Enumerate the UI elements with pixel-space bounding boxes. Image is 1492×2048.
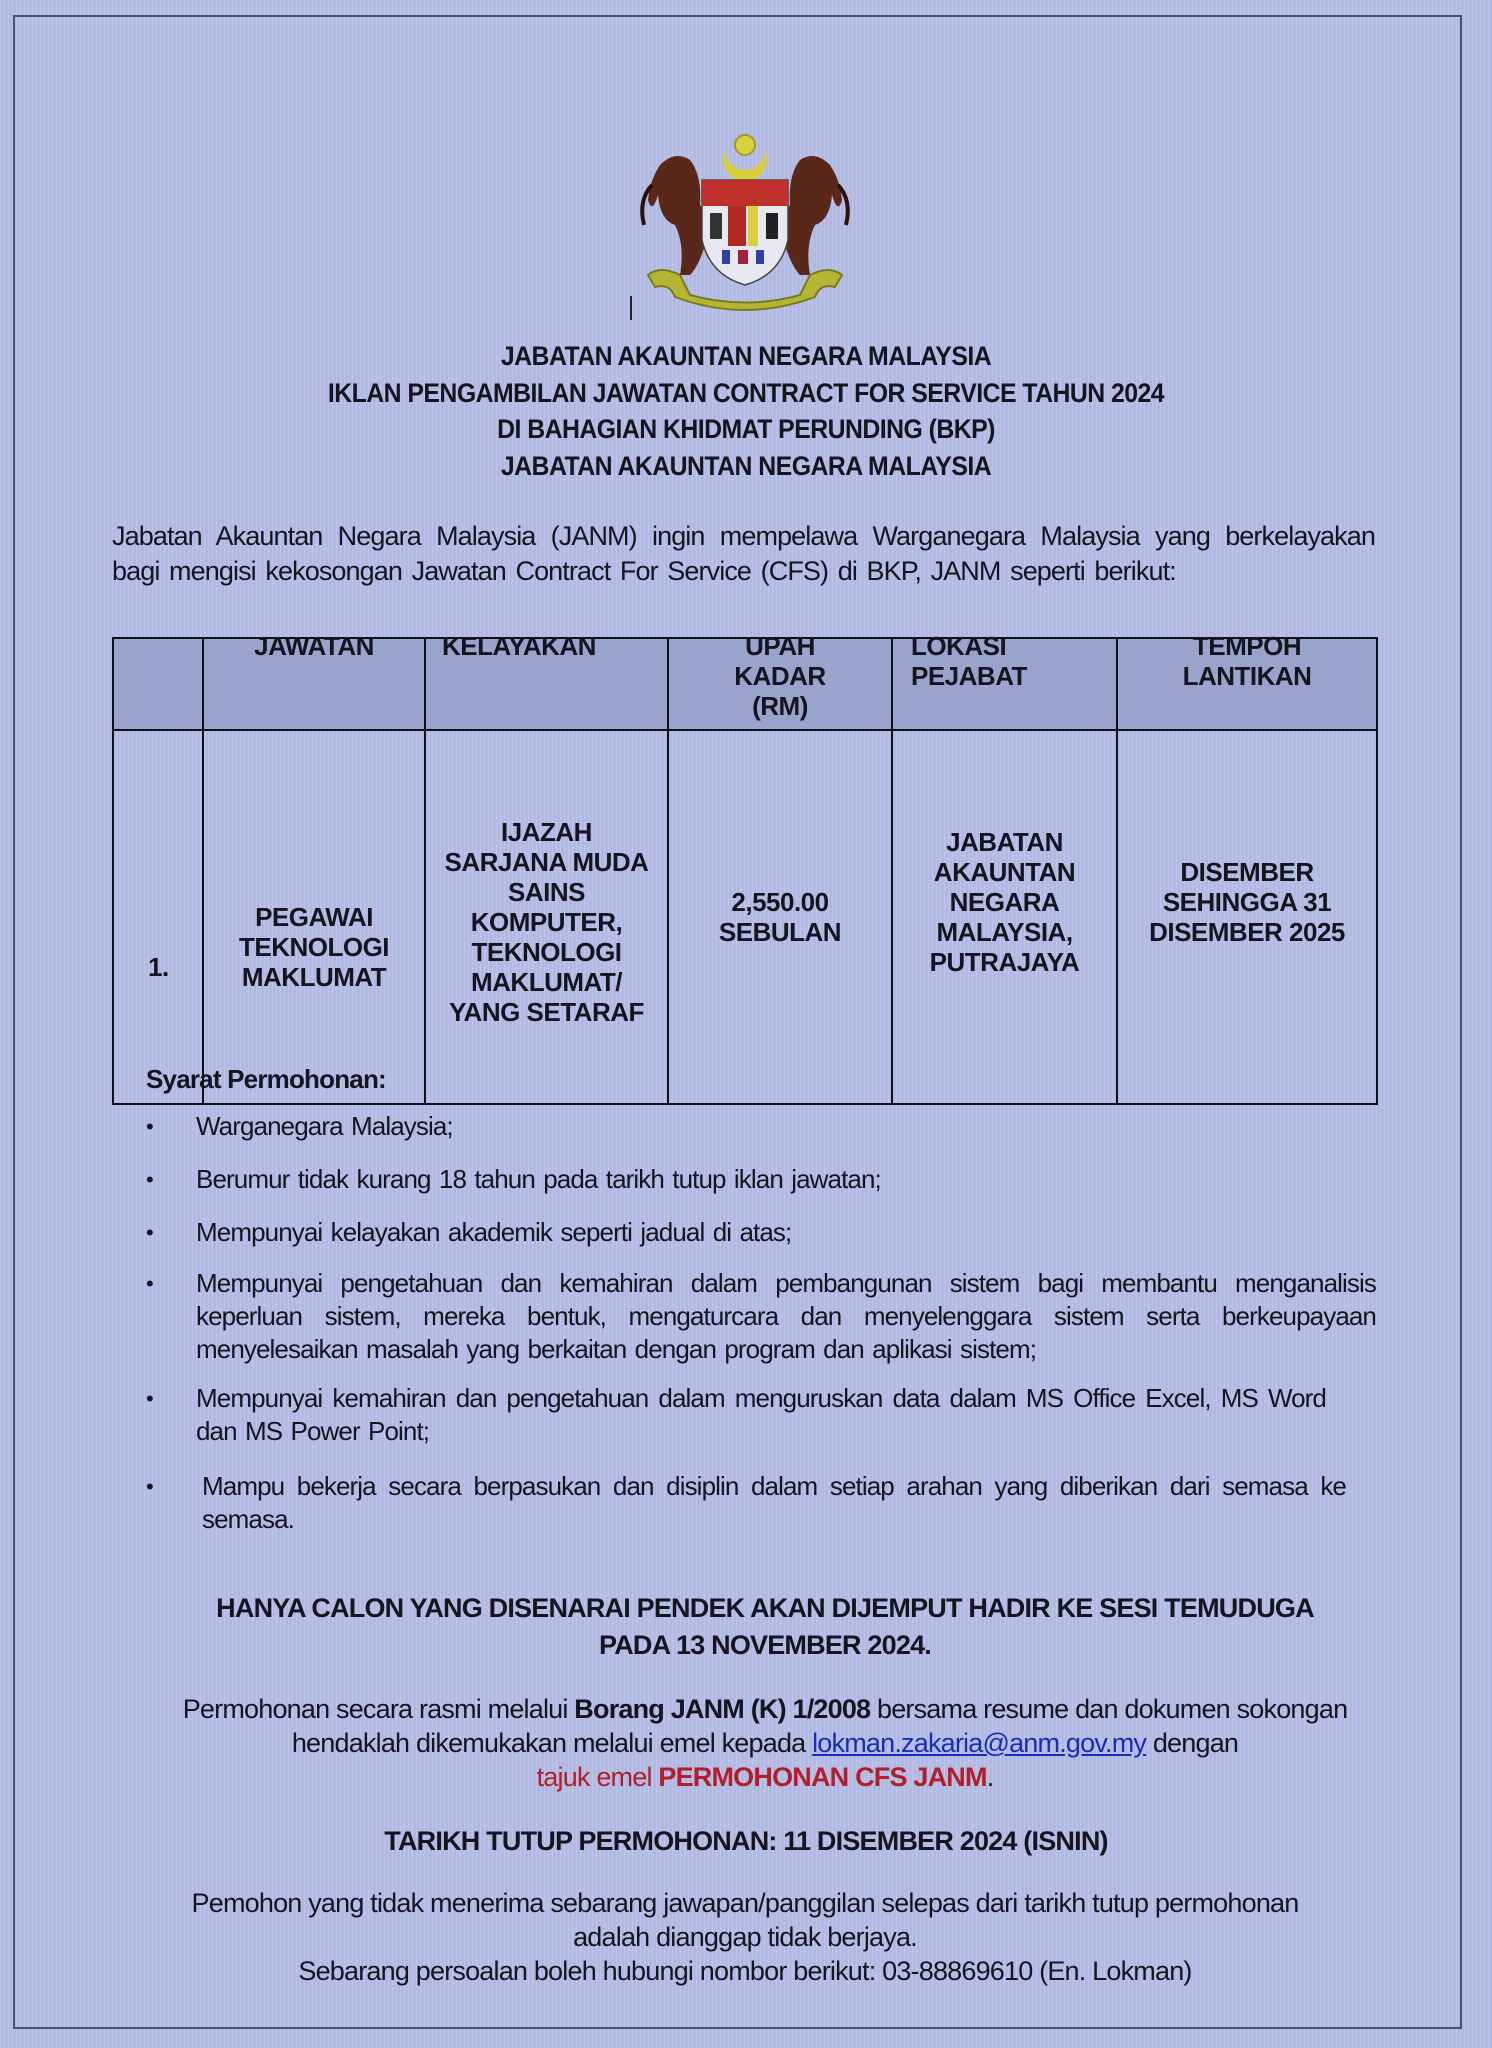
bullet-icon: • xyxy=(146,1271,153,1296)
cell-no: 1. xyxy=(113,730,203,1104)
closing-date: TARIKH TUTUP PERMOHONAN: 11 DISEMBER 2024 (ISNIN) xyxy=(384,1826,1108,1856)
header-tempoh: TEMPOH LANTIKAN xyxy=(1117,638,1377,730)
table-header-row xyxy=(113,638,1377,730)
cell-kelayakan: IJAZAH SARJANA MUDA SAINS KOMPUTER, TEKNOLOGI MAKLUMAT/ YANG SETARAF xyxy=(425,730,668,1104)
apply-text-before: Permohonan secara rasmi melalui xyxy=(182,1694,575,1724)
email-link[interactable]: lokman.zakaria@anm.gov.my xyxy=(812,1728,1147,1758)
bullet-icon: • xyxy=(146,1114,153,1139)
apply-end: . xyxy=(986,1762,994,1792)
cell-tempoh: DISEMBER SEHINGGA 31 DISEMBER 2025 xyxy=(1117,730,1377,1104)
title-line-4: JABATAN AKAUNTAN NEGARA MALAYSIA xyxy=(500,450,992,481)
requirement-item: • Warganegara Malaysia; xyxy=(146,1111,453,1141)
apply-text-after: dengan xyxy=(1146,1728,1239,1758)
header-lokasi: LOKASI PEJABAT xyxy=(892,638,1117,730)
requirement-item: • Mempunyai kelayakan akademik seperti jadual di atas; xyxy=(146,1217,792,1247)
coat-of-arms-logo xyxy=(630,125,860,325)
footer-line-2: Sebarang persoalan boleh hubungi nombor berikut: 03-88869610 (En. Lokman) xyxy=(298,1956,1192,1986)
requirements-list xyxy=(146,1110,1376,1536)
form-name: Borang JANM (K) 1/2008 xyxy=(574,1694,871,1724)
application-instructions xyxy=(140,1692,1390,1794)
apply-text-middle: bersama resume dan dokumen sokongan hendaklah dikemukakan melalui emel kepada xyxy=(291,1694,1348,1758)
requirement-item: • Mampu bekerja secara berpasukan dan disiplin dalam setiap arahan yang diberikan dari semasa ke semasa. xyxy=(146,1471,1346,1534)
cell-upah: 2,550.00 SEBULAN xyxy=(668,730,892,1104)
footer-notes xyxy=(170,1886,1320,1988)
header-jawatan: JAWATAN xyxy=(203,638,425,730)
bullet-icon: • xyxy=(146,1220,153,1245)
bullet-icon: • xyxy=(146,1167,153,1192)
crest-star xyxy=(735,135,755,155)
title-line-2: IKLAN PENGAMBILAN JAWATAN CONTRACT FOR SERVICE TAHUN 2024 xyxy=(327,377,1165,408)
requirement-item: • Mempunyai pengetahuan dan kemahiran dalam pembangunan sistem bagi membantu menganalisis keperluan sistem, mereka bentuk, mengaturcara dan menyelenggara sistem serta berkeupayaan menyelesaikan masalah yang berkaitan dengan program dan aplikasi sistem; xyxy=(146,1268,1376,1364)
email-subject: PERMOHONAN CFS JANM xyxy=(658,1762,987,1792)
stray-mark xyxy=(630,296,632,320)
cell-jawatan: PEGAWAI TEKNOLOGI MAKLUMAT xyxy=(203,730,425,1104)
vacancy-table xyxy=(112,631,1378,1105)
subject-label: tajuk emel xyxy=(536,1762,659,1792)
intro-paragraph: Jabatan Akauntan Negara Malaysia (JANM) ingin mempelawa Warganegara Malaysia yang berkelayakan bagi mengisi kekosongan Jawatan Contract For Service (CFS) di BKP, JANM seperti berikut: xyxy=(112,521,1375,586)
notice-line-2: PADA 13 NOVEMBER 2024. xyxy=(598,1630,932,1660)
bullet-icon: • xyxy=(146,1386,153,1411)
requirement-item: • Berumur tidak kurang 18 tahun pada tarikh tutup iklan jawatan; xyxy=(146,1164,881,1194)
requirement-item: • Mempunyai kemahiran dan pengetahuan dalam menguruskan data dalam MS Office Excel, MS Word dan MS Power Point; xyxy=(146,1383,1326,1446)
title-line-3: DI BAHAGIAN KHIDMAT PERUNDING (BKP) xyxy=(497,414,995,444)
document-title xyxy=(0,338,1492,484)
header-no xyxy=(113,638,203,730)
notice-line-1: HANYA CALON YANG DISENARAI PENDEK AKAN DIJEMPUT HADIR KE SESI TEMUDUGA xyxy=(216,1593,1314,1623)
requirements-heading: Syarat Permohonan: xyxy=(146,1064,386,1094)
table-row xyxy=(113,730,1377,1104)
cell-lokasi: JABATAN AKAUNTAN NEGARA MALAYSIA, PUTRAJAYA xyxy=(892,730,1117,1104)
footer-line-1: Pemohon yang tidak menerima sebarang jawapan/panggilan selepas dari tarikh tutup permohonan adalah dianggap tidak berjaya. xyxy=(191,1888,1299,1952)
crest-tiger-right xyxy=(782,156,842,275)
header-kelayakan: KELAYAKAN xyxy=(425,638,668,730)
header-upah: UPAH KADAR (RM) xyxy=(668,638,892,730)
interview-notice xyxy=(130,1590,1400,1664)
crest-tiger-left xyxy=(648,156,708,275)
title-line-1: JABATAN AKAUNTAN NEGARA MALAYSIA xyxy=(500,341,992,371)
bullet-icon: • xyxy=(146,1474,153,1499)
